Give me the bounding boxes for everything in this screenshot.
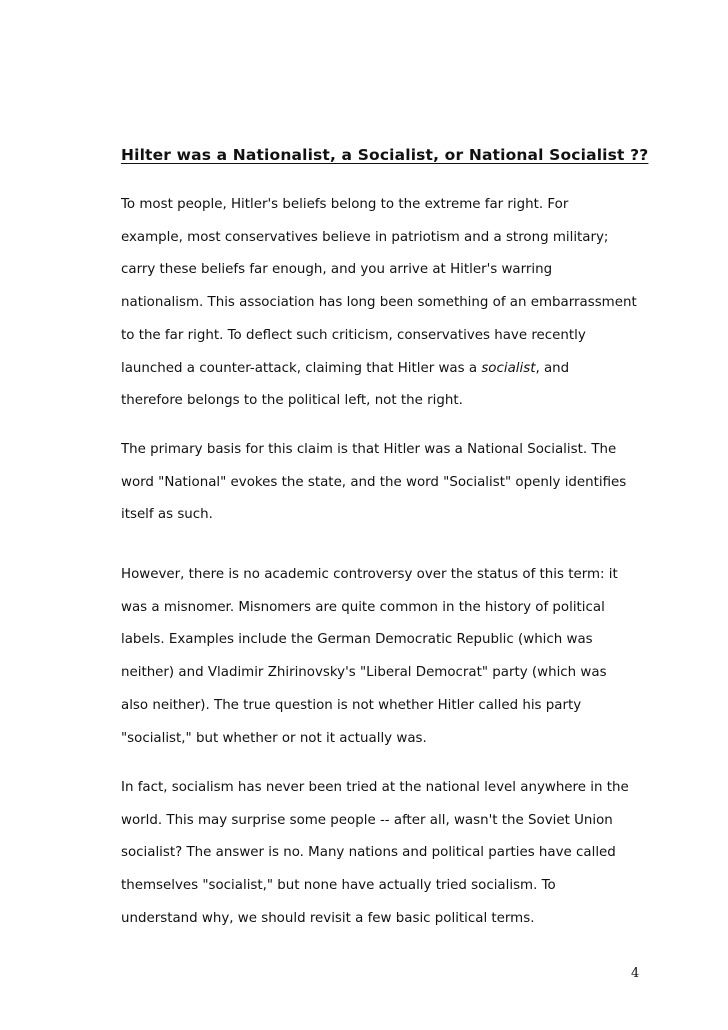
paragraph-line: In fact, socialism has never been tried at the national level anywhere in the: [121, 780, 629, 795]
paragraph-line: nationalism. This association has long been something of an embarrassment: [121, 295, 637, 311]
line-text: , and: [535, 360, 570, 376]
paragraph-line: was a misnomer. Misnomers are quite common in the history of political: [121, 599, 605, 615]
paragraph-line: carry these beliefs far enough, and you arrive at Hitler's warring: [121, 262, 553, 278]
paragraph-line: therefore belongs to the political left, not the right.: [121, 393, 463, 409]
document-title: Hilter was a Nationalist, a Socialist, or National Socialist ??: [121, 146, 649, 164]
paragraph-line: labels. Examples include the German Democratic Republic (which was: [121, 632, 593, 648]
page-number: 4: [631, 966, 640, 981]
paragraph-2: [121, 434, 626, 532]
paragraph-line: However, there is no academic controversy over the status of this term: it: [121, 567, 618, 582]
paragraph-4: [121, 772, 629, 936]
paragraph-line: world. This may surprise some people -- after all, wasn't the Soviet Union: [121, 812, 613, 828]
emphasized-word: socialist: [481, 360, 536, 376]
paragraph-line: themselves "socialist," but none have actually tried socialism. To: [121, 878, 556, 894]
paragraph-line: "socialist," but whether or not it actually was.: [121, 730, 427, 746]
paragraph-line: To most people, Hitler's beliefs belong to the extreme far right. For: [121, 197, 569, 212]
paragraph-line: to the far right. To deflect such criticism, conservatives have recently: [121, 327, 586, 343]
paragraph-1: [121, 189, 637, 418]
paragraph-line: socialist? The answer is no. Many nations and political parties have called: [121, 845, 616, 861]
paragraph-line: example, most conservatives believe in patriotism and a strong military;: [121, 229, 609, 245]
line-text: launched a counter-attack, claiming that Hitler was a: [121, 360, 482, 376]
paragraph-3: [121, 559, 618, 755]
paragraph-line: understand why, we should revisit a few basic political terms.: [121, 910, 535, 926]
paragraph-line: also neither). The true question is not whether Hitler called his party: [121, 697, 582, 713]
paragraph-line: word "National" evokes the state, and the word "Socialist" openly identifies: [121, 474, 627, 490]
paragraph-line: neither) and Vladimir Zhirinovsky's "Liberal Democrat" party (which was: [121, 665, 607, 681]
paragraph-line: itself as such.: [121, 507, 213, 523]
paragraph-line: The primary basis for this claim is that Hitler was a National Socialist. The: [121, 442, 617, 457]
paragraph-line: [121, 353, 637, 386]
